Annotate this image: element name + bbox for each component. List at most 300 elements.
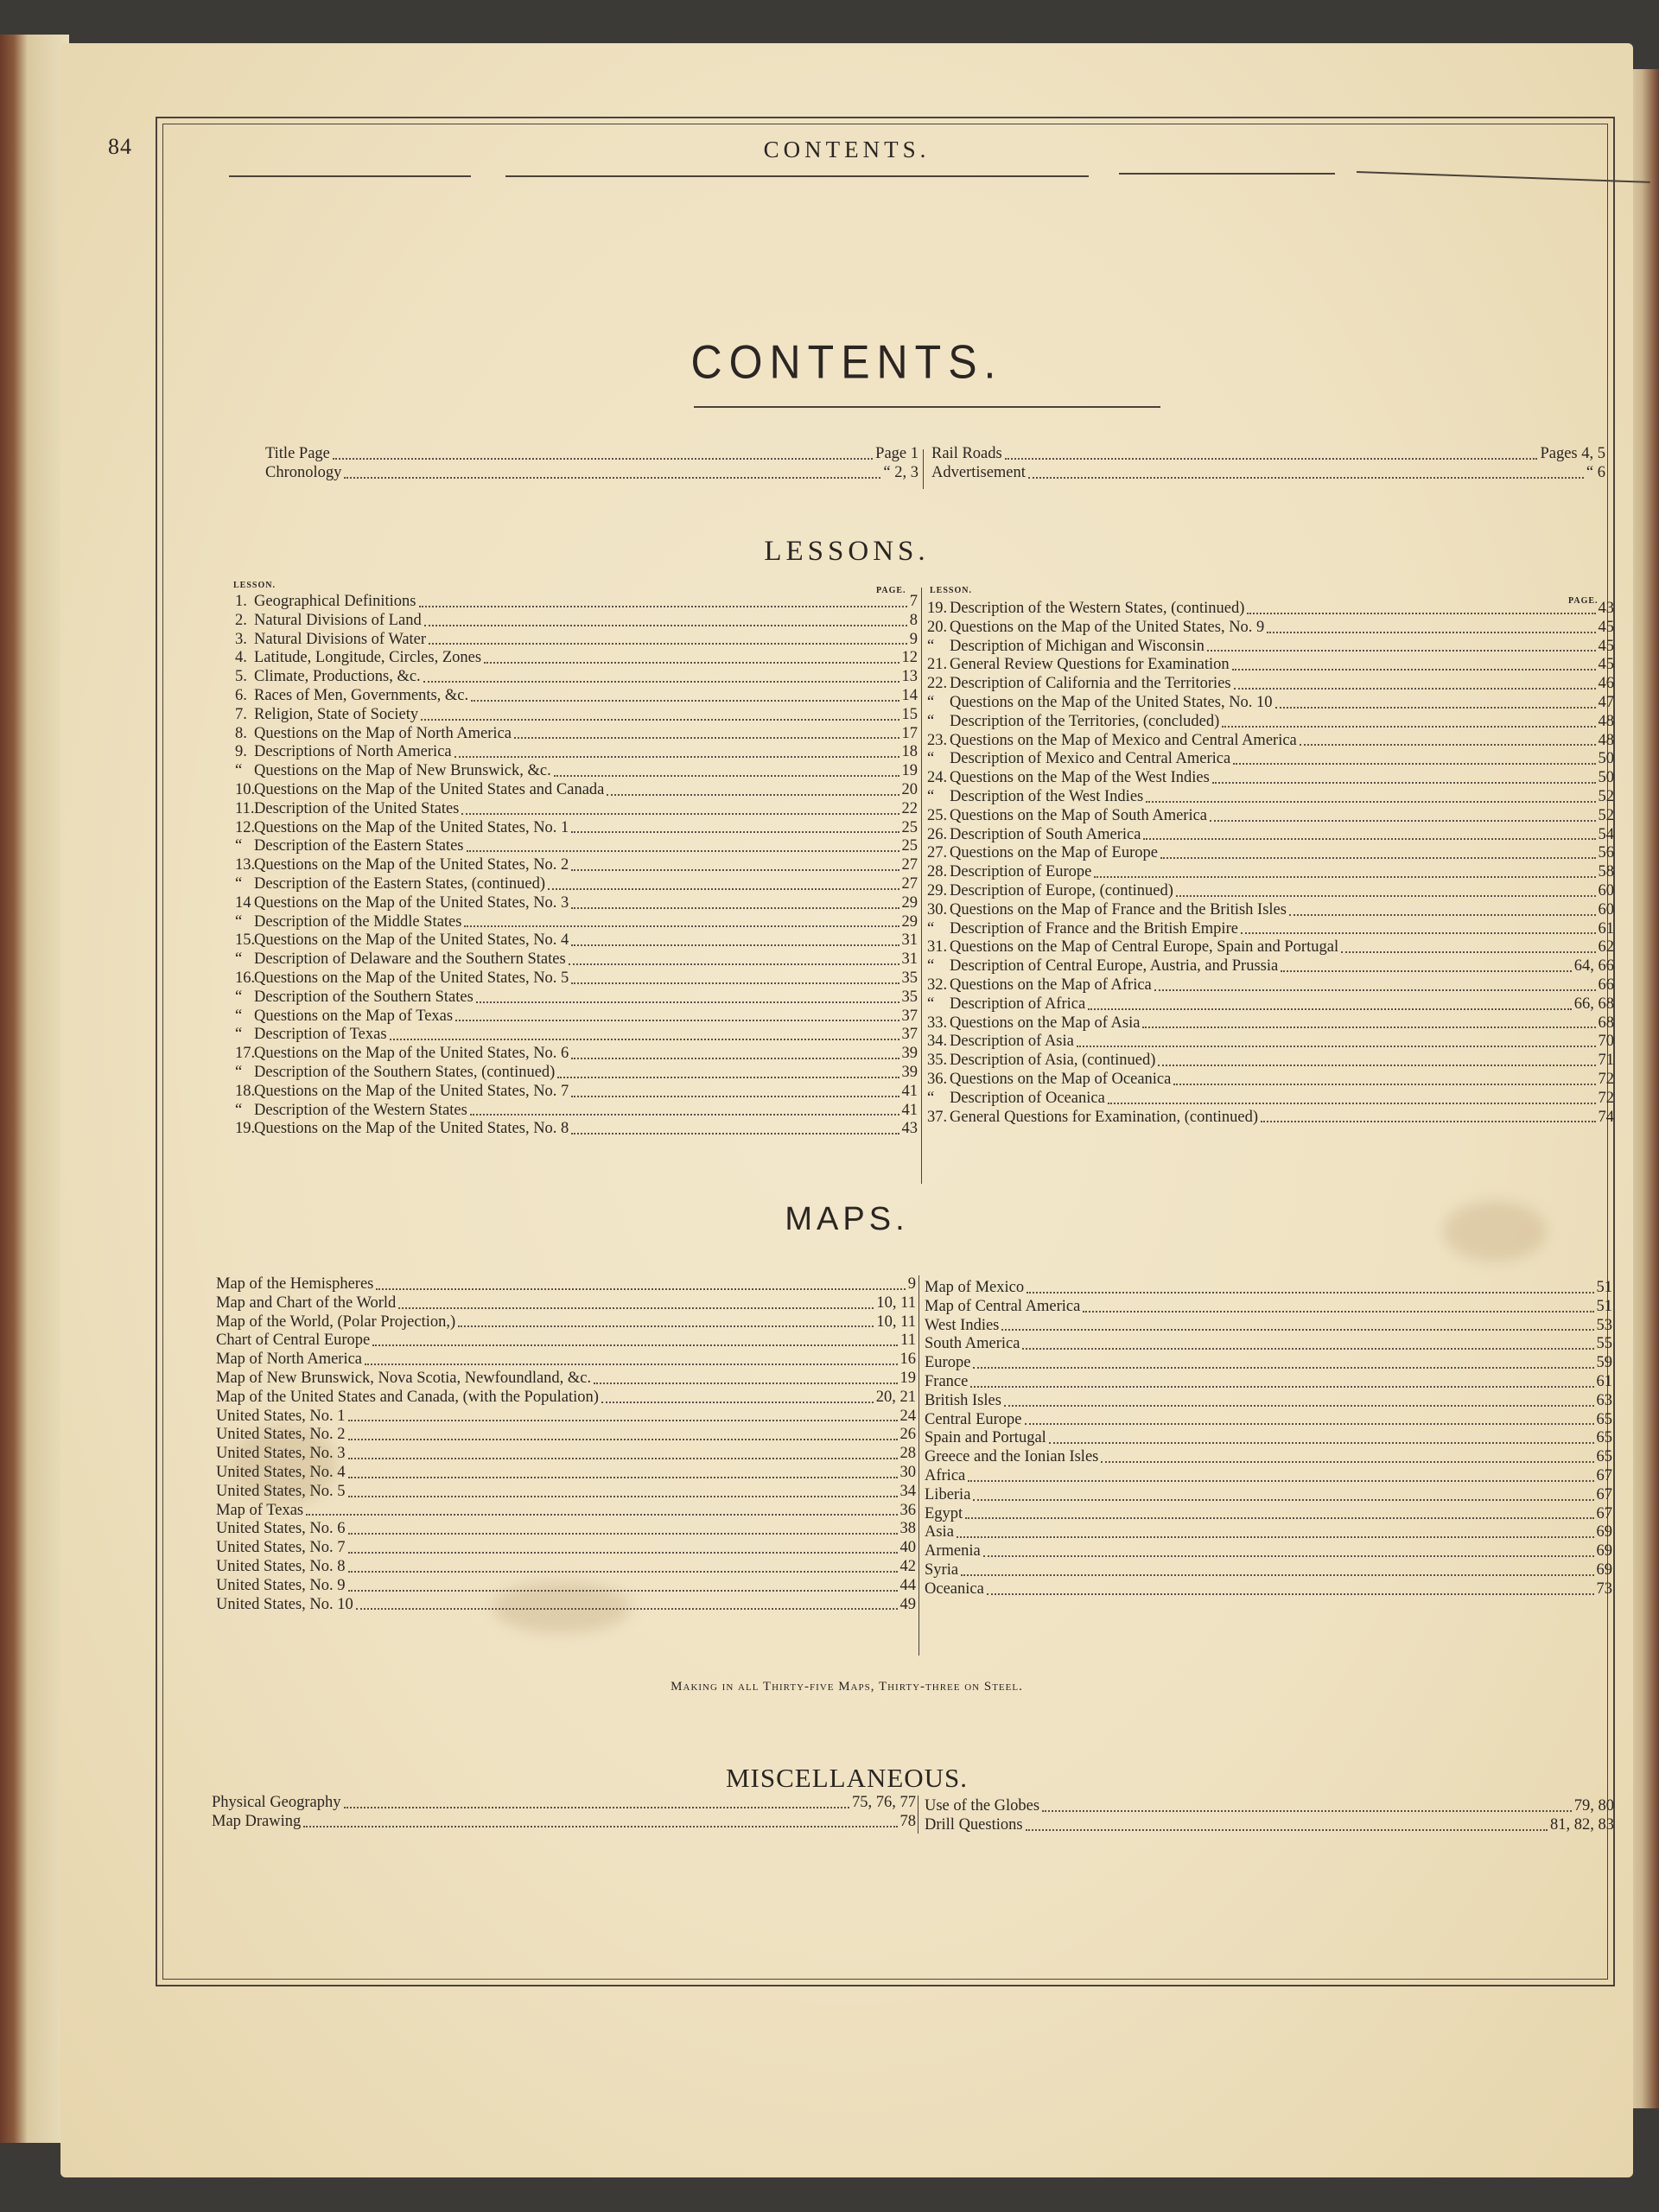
contents-entry — [925, 1317, 1612, 1336]
contents-entry — [235, 631, 918, 650]
leader-dots — [365, 1363, 897, 1365]
leader-dots — [1026, 1829, 1548, 1831]
leader-dots — [1001, 1329, 1593, 1331]
contents-entry — [212, 1794, 916, 1813]
entry-page-number: 16 — [899, 1351, 916, 1369]
entry-label: Description of the Middle States — [254, 912, 462, 931]
entry-number: 19. — [927, 600, 948, 617]
entry-page-number: 45 — [1598, 637, 1614, 655]
contents-entry — [927, 976, 1614, 995]
contents-entry — [235, 612, 918, 631]
leader-dots — [961, 1574, 1593, 1576]
entry-label: France — [925, 1372, 969, 1390]
contents-entry — [925, 1816, 1614, 1835]
entry-label: Questions on the Map of the United States and Canada — [254, 780, 605, 798]
entry-page-number: 25 — [901, 818, 918, 836]
contents-entry — [925, 1354, 1612, 1373]
page-number: 84 — [108, 134, 132, 159]
entry-label: Questions on the Map of North America — [254, 724, 512, 742]
contents-entry — [925, 1580, 1612, 1599]
entry-page-number: 60 — [1598, 900, 1614, 918]
entry-page-number: 20, 21 — [875, 1388, 916, 1406]
entry-page-number: 72 — [1598, 1089, 1614, 1107]
entry-number: 34. — [927, 1033, 948, 1051]
entry-page-number: 46 — [1598, 675, 1614, 693]
entry-label: Map of Mexico — [925, 1279, 1025, 1296]
entry-page-number: 30 — [899, 1463, 916, 1481]
entry-label: Rail Roads — [931, 445, 1002, 462]
entry-page-number: 49 — [899, 1595, 916, 1613]
entry-number: “ — [235, 762, 243, 780]
entry-number: 26. — [927, 825, 948, 843]
entry-number: 17. — [235, 1045, 256, 1063]
leader-dots — [356, 1608, 898, 1610]
contents-entry — [927, 1071, 1614, 1090]
entry-label: Description of South America — [950, 825, 1141, 843]
leader-dots — [1108, 1103, 1596, 1104]
entry-page-number: 66, 68 — [1573, 995, 1614, 1013]
contents-entry — [235, 668, 918, 687]
entry-number: “ — [927, 693, 935, 711]
leader-dots — [424, 625, 907, 626]
leader-dots — [1027, 1292, 1593, 1294]
entry-number: “ — [235, 950, 243, 969]
entry-page-number: “ 6 — [1586, 463, 1605, 481]
entry-page-number: 54 — [1598, 825, 1614, 843]
entry-number: 19. — [235, 1120, 256, 1138]
contents-entry — [927, 844, 1614, 863]
contents-entry — [216, 1332, 916, 1351]
leader-dots — [348, 1477, 898, 1478]
contents-entry — [235, 894, 918, 913]
entry-page-number: 18 — [901, 743, 918, 761]
lessons-list-left — [235, 593, 918, 1139]
entry-label: United States, No. 4 — [216, 1463, 346, 1481]
entry-number: 25. — [927, 806, 948, 824]
entry-label: Africa — [925, 1466, 966, 1484]
entry-page-number: 47 — [1598, 693, 1614, 711]
leader-dots — [306, 1514, 897, 1516]
entry-label: Map and Chart of the World — [216, 1294, 397, 1312]
contents-entry — [216, 1389, 916, 1408]
contents-entry — [235, 593, 918, 612]
entry-page-number: 65 — [1596, 1448, 1612, 1466]
entry-page-number: 28 — [899, 1445, 916, 1463]
contents-entry — [212, 1813, 916, 1832]
entry-label: Questions on the Map of the United States, No. 9 — [950, 618, 1265, 636]
entry-page-number: 11 — [900, 1332, 916, 1350]
entry-label: Questions on the Map of New Brunswick, &c. — [254, 762, 551, 780]
entry-page-number: 73 — [1596, 1580, 1612, 1598]
entry-page-number: 45 — [1598, 656, 1614, 674]
contents-entry — [216, 1577, 916, 1596]
entry-page-number: 43 — [901, 1120, 918, 1138]
contents-entry — [216, 1426, 916, 1445]
entry-page-number: 51 — [1596, 1297, 1612, 1315]
entry-label: Map Drawing — [212, 1812, 302, 1830]
entry-number: “ — [927, 750, 935, 768]
entry-page-number: 69 — [1596, 1523, 1612, 1541]
entry-number: 2. — [235, 611, 247, 629]
entry-page-number: 67 — [1596, 1466, 1612, 1484]
leader-dots — [1233, 763, 1595, 765]
contents-entry — [235, 1045, 918, 1064]
entry-label: Description of Asia — [950, 1033, 1074, 1051]
contents-entry — [235, 1102, 918, 1121]
leader-dots — [348, 1420, 898, 1421]
entry-page-number: 50 — [1598, 750, 1614, 768]
leader-dots — [1143, 838, 1595, 840]
contents-entry — [235, 781, 918, 800]
entry-number: “ — [927, 637, 935, 655]
contents-entry — [235, 1007, 918, 1027]
leader-dots — [344, 1807, 849, 1808]
entry-page-number: 39 — [901, 1045, 918, 1063]
entry-label: United States, No. 1 — [216, 1407, 346, 1425]
contents-entry — [235, 800, 918, 819]
entry-label: Advertisement — [931, 463, 1026, 481]
leader-dots — [419, 606, 907, 607]
entry-label: General Questions for Examination, (continued) — [950, 1108, 1259, 1126]
leader-dots — [484, 662, 899, 664]
entry-page-number: Pages 4, 5 — [1540, 445, 1605, 462]
entry-number: 1. — [235, 593, 247, 610]
contents-entry — [931, 464, 1605, 483]
entry-label: United States, No. 9 — [216, 1576, 346, 1594]
leader-dots — [1160, 857, 1596, 859]
title-rule — [694, 406, 1160, 408]
main-title: CONTENTS. — [690, 335, 1003, 389]
entry-number: 4. — [235, 649, 247, 667]
entry-label: Liberia — [925, 1485, 971, 1503]
leader-dots — [471, 700, 899, 702]
entry-number: 28. — [927, 863, 948, 881]
lessons-list-right — [927, 600, 1614, 1127]
entry-label: Spain and Portugal — [925, 1429, 1046, 1447]
miscellaneous-title: MISCELLANEOUS. — [725, 1763, 969, 1793]
entry-number: 35. — [927, 1052, 948, 1070]
leader-dots — [1289, 914, 1596, 916]
entry-page-number: 65 — [1596, 1410, 1612, 1428]
entry-label: Latitude, Longitude, Circles, Zones — [254, 649, 482, 667]
entry-page-number: 81, 82, 83 — [1550, 1815, 1614, 1834]
contents-entry — [927, 1033, 1614, 1052]
leader-dots — [429, 643, 907, 645]
entry-page-number: 10, 11 — [876, 1294, 916, 1312]
entry-label: Description of the United States — [254, 799, 460, 817]
leader-dots — [348, 1590, 898, 1592]
leader-dots — [1088, 1008, 1572, 1010]
entry-label: Description of Texas — [254, 1026, 387, 1044]
entry-label: United States, No. 3 — [216, 1445, 346, 1463]
entry-number: “ — [927, 787, 935, 805]
entry-page-number: 36 — [899, 1501, 916, 1519]
leader-dots — [1146, 801, 1595, 803]
entry-label: Physical Geography — [212, 1794, 341, 1811]
contents-entry — [235, 819, 918, 838]
leader-dots — [455, 1020, 899, 1021]
entry-page-number: 74 — [1598, 1108, 1614, 1126]
entry-label: Map of the World, (Polar Projection,) — [216, 1313, 456, 1331]
contents-entry — [235, 931, 918, 950]
entry-label: United States, No. 5 — [216, 1482, 346, 1500]
leader-dots — [970, 1386, 1593, 1388]
entry-page-number: 37 — [901, 1007, 918, 1025]
contents-entry — [927, 713, 1614, 732]
entry-label: United States, No. 7 — [216, 1539, 346, 1557]
leader-dots — [1173, 1084, 1595, 1085]
entry-label: Natural Divisions of Land — [254, 611, 422, 629]
entry-number: 22. — [927, 675, 948, 693]
leader-dots — [464, 925, 899, 927]
entry-page-number: 67 — [1596, 1504, 1612, 1522]
entry-page-number: 34 — [899, 1482, 916, 1500]
page-column-heading: PAGE. — [876, 586, 906, 595]
contents-entry — [927, 807, 1614, 826]
contents-entry — [927, 656, 1614, 675]
entry-page-number: 48 — [1598, 731, 1614, 749]
entry-label: British Isles — [925, 1391, 1001, 1409]
leader-dots — [1341, 951, 1595, 953]
leader-dots — [1247, 613, 1595, 614]
entry-label: Title Page — [265, 445, 330, 462]
entry-label: Description of the Southern States, (continued) — [254, 1063, 556, 1081]
entry-page-number: 72 — [1598, 1070, 1614, 1088]
contents-entry — [235, 913, 918, 932]
contents-entry — [925, 1429, 1612, 1448]
entry-number: 3. — [235, 630, 247, 648]
leader-dots — [1154, 989, 1596, 991]
entry-number: “ — [235, 912, 243, 931]
contents-entry — [925, 1561, 1612, 1580]
contents-entry — [925, 1279, 1612, 1298]
entry-page-number: 68 — [1598, 1014, 1614, 1032]
entry-label: Questions on the Map of Mexico and Central America — [950, 731, 1297, 749]
entry-label: Descriptions of North America — [254, 743, 452, 761]
contents-entry — [927, 863, 1614, 882]
leader-dots — [1275, 707, 1596, 709]
entry-number: 23. — [927, 731, 948, 749]
entry-label: Questions on the Map of Asia — [950, 1014, 1141, 1032]
leader-dots — [333, 458, 873, 460]
entry-label: Greece and the Ionian Isles — [925, 1448, 1099, 1466]
entry-label: Questions on the Map of the United States, No. 1 — [254, 818, 569, 836]
entry-page-number: 19 — [901, 762, 918, 780]
entry-page-number: 71 — [1598, 1052, 1614, 1070]
entry-number: 15. — [235, 931, 256, 950]
entry-label: Description of the Eastern States, (continued) — [254, 874, 546, 893]
entry-page-number: 70 — [1598, 1033, 1614, 1051]
contents-entry — [216, 1351, 916, 1370]
contents-entry — [927, 694, 1614, 713]
entry-page-number: 59 — [1596, 1354, 1612, 1372]
entry-label: Egypt — [925, 1504, 963, 1522]
entry-label: Description of the Western States — [254, 1101, 467, 1119]
contents-entry — [927, 732, 1614, 751]
leader-dots — [554, 775, 899, 777]
entry-page-number: 29 — [901, 912, 918, 931]
entry-number: 27. — [927, 844, 948, 862]
entry-page-number: 52 — [1598, 787, 1614, 805]
leader-dots — [1142, 1027, 1595, 1028]
entry-label: Oceanica — [925, 1580, 984, 1598]
entry-label: Description of Oceanica — [950, 1089, 1105, 1107]
entry-label: Questions on the Map of the West Indies — [950, 769, 1210, 787]
column-divider — [921, 588, 922, 1184]
column-divider — [923, 449, 924, 489]
entry-number: 11. — [235, 799, 255, 817]
contents-entry — [235, 837, 918, 856]
leader-dots — [476, 1001, 899, 1003]
entry-label: Description of Delaware and the Southern States — [254, 950, 566, 969]
contents-entry — [931, 445, 1605, 464]
contents-entry — [925, 1505, 1612, 1524]
entry-number: 10. — [235, 780, 256, 798]
entry-page-number: 15 — [901, 705, 918, 723]
entry-page-number: 56 — [1598, 844, 1614, 862]
entry-number: 36. — [927, 1070, 948, 1088]
entry-page-number: 8 — [909, 611, 918, 629]
entry-number: 33. — [927, 1014, 948, 1032]
entry-label: Questions on the Map of the United States, No. 4 — [254, 931, 569, 950]
column-divider — [918, 1275, 919, 1656]
entry-number: “ — [235, 1063, 243, 1081]
entry-label: Asia — [925, 1523, 954, 1541]
contents-entry — [235, 856, 918, 875]
leader-dots — [461, 813, 899, 815]
leader-dots — [348, 1496, 898, 1497]
entry-label: Chronology — [265, 463, 342, 481]
contents-entry — [235, 969, 918, 988]
entry-page-number: 61 — [1598, 919, 1614, 938]
entry-page-number: 79, 80 — [1573, 1797, 1614, 1815]
contents-entry — [216, 1294, 916, 1313]
entry-page-number: 31 — [901, 931, 918, 950]
contents-entry — [235, 875, 918, 894]
leader-dots — [1261, 1121, 1595, 1122]
leader-dots — [348, 1571, 898, 1573]
entry-label: Map of North America — [216, 1351, 363, 1369]
entry-page-number: 45 — [1598, 618, 1614, 636]
entry-page-number: 35 — [901, 969, 918, 987]
leader-dots — [1222, 726, 1595, 728]
leader-dots — [348, 1552, 898, 1554]
entry-number: 29. — [927, 881, 948, 899]
contents-entry — [925, 1467, 1612, 1486]
contents-entry — [927, 619, 1614, 638]
entry-page-number: 41 — [901, 1082, 918, 1100]
contents-entry — [925, 1392, 1612, 1411]
entry-page-number: 61 — [1596, 1372, 1612, 1390]
leader-dots — [398, 1307, 874, 1309]
page-column-heading-right: PAGE. — [1568, 596, 1599, 606]
entry-label: Central Europe — [925, 1410, 1022, 1428]
entry-page-number: 67 — [1596, 1485, 1612, 1503]
leader-dots — [1005, 458, 1538, 460]
leader-dots — [594, 1382, 897, 1384]
entry-number: 18. — [235, 1082, 256, 1100]
entry-label: Questions on the Map of the United States, No. 6 — [254, 1045, 569, 1063]
contents-entry — [216, 1558, 916, 1577]
contents-entry — [235, 1026, 918, 1045]
leader-dots — [957, 1536, 1594, 1538]
contents-entry — [265, 464, 918, 483]
entry-label: Description of Central Europe, Austria, and Prussia — [950, 957, 1279, 976]
entry-page-number: 19 — [899, 1369, 916, 1387]
entry-number: 12. — [235, 818, 256, 836]
entry-page-number: 53 — [1596, 1316, 1612, 1334]
entry-number: “ — [235, 1026, 243, 1044]
entry-label: Chart of Central Europe — [216, 1332, 371, 1350]
miscellaneous-list-left — [212, 1794, 916, 1832]
leader-dots — [376, 1288, 905, 1290]
contents-entry — [927, 826, 1614, 845]
leader-dots — [1241, 932, 1596, 934]
leader-dots — [454, 756, 899, 758]
leader-dots — [1083, 1311, 1593, 1313]
entry-number: “ — [927, 995, 935, 1013]
leader-dots — [1077, 1046, 1596, 1047]
entry-number: 20. — [927, 618, 948, 636]
leader-dots — [1025, 1423, 1594, 1425]
entry-label: Questions on the Map of Central Europe, Spain and Portugal — [950, 938, 1339, 957]
maps-count-note: Making in all Thirty-five Maps, Thirty-three on Steel. — [671, 1680, 1023, 1694]
entry-page-number: 20 — [901, 780, 918, 798]
book-page — [60, 43, 1633, 2177]
entry-number: 13. — [235, 856, 256, 874]
entry-page-number: 9 — [909, 630, 918, 648]
entry-page-number: 52 — [1598, 806, 1614, 824]
contents-entry — [925, 1448, 1612, 1467]
entry-number: 8. — [235, 724, 247, 742]
entry-page-number: 63 — [1596, 1391, 1612, 1409]
entry-number: 6. — [235, 686, 247, 704]
entry-label: Questions on the Map of Texas — [254, 1007, 454, 1025]
contents-entry — [235, 649, 918, 668]
contents-entry — [216, 1275, 916, 1294]
entry-label: Map of New Brunswick, Nova Scotia, Newfoundland, &c. — [216, 1369, 592, 1387]
entry-page-number: Page 1 — [875, 445, 918, 462]
entry-label: Questions on the Map of the United States, No. 8 — [254, 1120, 569, 1138]
leader-dots — [514, 737, 899, 739]
entry-page-number: 41 — [901, 1101, 918, 1119]
entry-label: Description of Michigan and Wisconsin — [950, 637, 1205, 655]
leader-dots — [987, 1593, 1594, 1595]
leader-dots — [1004, 1405, 1594, 1407]
entry-label: Questions on the Map of Europe — [950, 844, 1158, 862]
contents-entry — [235, 1120, 918, 1139]
entry-page-number: 58 — [1598, 863, 1614, 881]
entry-label: United States, No. 2 — [216, 1426, 346, 1444]
leader-dots — [569, 963, 899, 965]
contents-entry — [216, 1502, 916, 1521]
entry-label: Questions on the Map of Oceanica — [950, 1070, 1172, 1088]
leader-dots — [1022, 1348, 1593, 1350]
contents-entry — [235, 988, 918, 1007]
contents-entry — [216, 1370, 916, 1389]
entry-page-number: 13 — [901, 668, 918, 686]
entry-label: Description of France and the British Empire — [950, 919, 1238, 938]
entry-label: Description of Africa — [950, 995, 1086, 1013]
leader-dots — [390, 1039, 899, 1040]
entry-page-number: 25 — [901, 837, 918, 855]
contents-entry — [216, 1520, 916, 1539]
contents-entry — [925, 1797, 1614, 1816]
contents-entry — [927, 1090, 1614, 1109]
front-matter-left — [265, 445, 918, 483]
contents-entry — [265, 445, 918, 464]
entry-page-number: 78 — [899, 1812, 916, 1830]
